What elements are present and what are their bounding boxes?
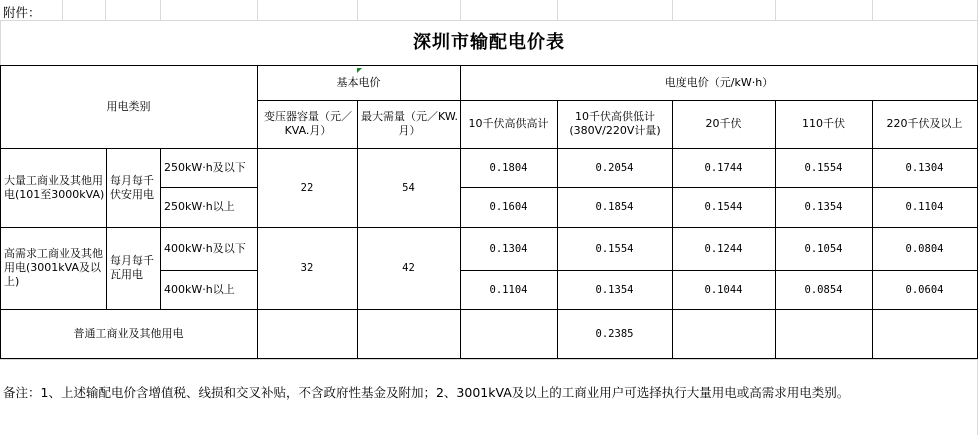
price-cell: 0.1104	[489, 283, 528, 296]
gridline	[672, 0, 673, 20]
general-price: 0.2385	[595, 327, 634, 340]
gridline	[872, 0, 873, 20]
header-transformer-capacity: 变压器容量（元／KVA.月）	[264, 110, 352, 137]
price-cell: 0.1244	[704, 242, 743, 255]
tier-label: 400kW·h以上	[164, 282, 235, 296]
attachment-label: 附件：	[3, 5, 41, 20]
transformer-price: 32	[300, 262, 314, 274]
demand-price: 42	[402, 262, 415, 274]
price-cell: 0.1104	[905, 201, 944, 213]
tier-label: 400kW·h及以下	[164, 241, 246, 255]
table-border	[0, 358, 978, 359]
price-cell: 0.1744	[704, 161, 743, 174]
group-sub: 每月每千瓦用电	[110, 254, 154, 281]
price-cell: 0.1554	[804, 161, 843, 174]
tier-label: 250kW·h以上	[164, 200, 235, 213]
gridline	[460, 0, 461, 20]
tier-label: 250kW·h及以下	[164, 160, 246, 174]
general-name: 普通工商业及其他用电	[73, 326, 184, 340]
gridline	[105, 0, 106, 20]
group-name: 高需求工商业及其他用电(3001kVA及以上)	[4, 247, 103, 288]
price-cell: 0.1604	[489, 201, 528, 213]
price-cell: 0.1044	[704, 283, 743, 296]
demand-price: 54	[402, 181, 415, 194]
price-cell: 0.2054	[595, 161, 634, 174]
price-cell: 0.1354	[804, 201, 843, 213]
gridline	[62, 0, 63, 20]
header-max-demand: 最大需量（元／KW.月）	[361, 110, 458, 137]
gridline	[357, 0, 358, 20]
header-energy-price: 电度电价（元/kW·h）	[664, 75, 774, 89]
page-title: 深圳市输配电价表	[413, 31, 565, 53]
price-cell: 0.1854	[595, 201, 634, 213]
gridline	[0, 359, 978, 360]
footnote: 备注：1、上述输配电价含增值税、线损和交叉补贴，不含政府性基金及附加；2、3001kVA及以上的工商业用户可选择执行大量用电或高需求用电类别。	[3, 385, 850, 400]
header-col-20kv: 20千伏	[705, 117, 742, 130]
price-cell: 0.0804	[905, 242, 944, 255]
gridline	[160, 0, 161, 20]
header-basic-price: 基本电价	[336, 75, 381, 89]
header-col-10kv-hl: 10千伏高供低计(380V/220V计量)	[569, 110, 661, 137]
price-cell: 0.1544	[704, 201, 743, 213]
group-sub: 每月每千伏安用电	[110, 173, 154, 201]
price-cell: 0.1804	[489, 161, 528, 174]
price-cell: 0.1554	[595, 242, 634, 255]
gridline	[557, 0, 558, 20]
gridline	[775, 0, 776, 20]
price-cell: 0.0604	[905, 283, 944, 296]
header-category: 用电类别	[106, 99, 151, 113]
price-cell: 0.0854	[804, 283, 843, 296]
transformer-price: 22	[300, 181, 314, 194]
price-cell: 0.1304	[905, 161, 944, 174]
price-cell: 0.1304	[489, 242, 528, 255]
header-col-10kv-hh: 10千伏高供高计	[468, 117, 549, 130]
header-col-220kv: 220千伏及以上	[886, 117, 963, 130]
price-cell: 0.1354	[595, 283, 634, 296]
header-col-110kv: 110千伏	[802, 117, 845, 130]
gridline	[257, 0, 258, 20]
group-name: 大量工商业及其他用电(101至3000kVA)	[4, 173, 105, 201]
price-cell: 0.1054	[804, 242, 843, 255]
